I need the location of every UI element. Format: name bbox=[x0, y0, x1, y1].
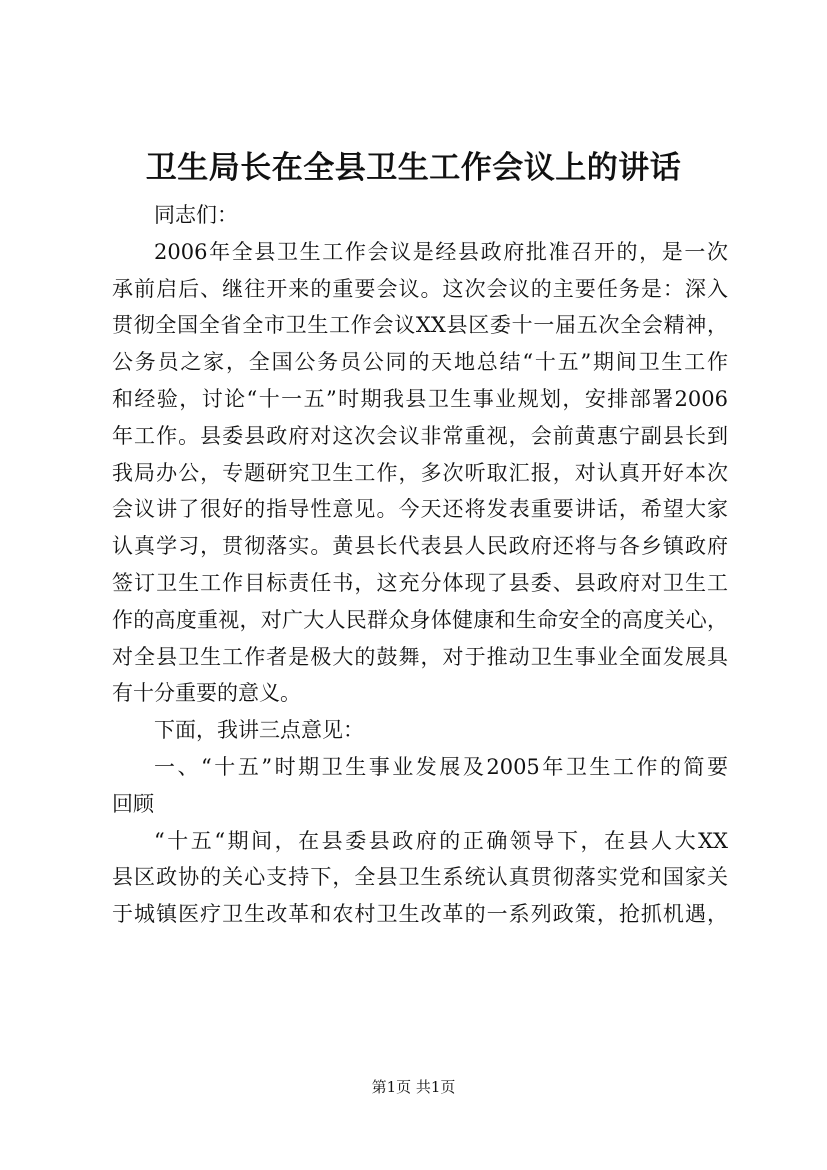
section-heading-1 bbox=[112, 749, 728, 823]
paragraph-line: 和经验，讨论“十一五”时期我县卫生事业规划，安排部署2006 bbox=[112, 386, 728, 411]
heading-line: 回顾 bbox=[112, 791, 154, 816]
salutation: 同志们： bbox=[154, 203, 238, 227]
paragraph-line: 作的高度重视，对广大人民群众身体健康和生命安全的高度关心， bbox=[112, 607, 728, 632]
document-body bbox=[112, 197, 728, 933]
paragraph-line: 贯彻全国全省全市卫生工作会议XX县区委十一届五次全会精神， bbox=[112, 313, 728, 338]
paragraph-line: 有十分重要的意义。 bbox=[112, 681, 301, 706]
paragraph-line: 对全县卫生工作者是极大的鼓舞，对于推动卫生事业全面发展具 bbox=[112, 644, 728, 669]
paragraph-line: 承前启后、继往开来的重要会议。这次会议的主要任务是：深入 bbox=[112, 276, 728, 301]
paragraph-line: 2006年全县卫生工作会议是经县政府批准召开的，是一次 bbox=[154, 239, 728, 264]
paragraph-line: 于城镇医疗卫生改革和农村卫生改革的一系列政策，抢抓机遇， bbox=[112, 902, 728, 927]
paragraph-line: 认真学习，贯彻落实。黄县长代表县人民政府还将与各乡镇政府 bbox=[112, 534, 728, 559]
paragraph-3 bbox=[112, 823, 728, 933]
paragraph-line: 我局办公，专题研究卫生工作，多次听取汇报，对认真开好本次 bbox=[112, 460, 728, 485]
paragraph-line: 公务员之家，全国公务员公同的天地总结“十五”期间卫生工作 bbox=[112, 350, 728, 375]
paragraph-1 bbox=[112, 234, 728, 712]
page-number-footer: 第1页 共1页 bbox=[371, 1078, 456, 1096]
heading-line: 一、“十五”时期卫生事业发展及2005年卫生工作的简要 bbox=[154, 754, 728, 779]
paragraph-line: “十五“期间，在县委县政府的正确领导下，在县人大XX bbox=[154, 828, 728, 853]
document-title: 卫生局长在全县卫生工作会议上的讲话 bbox=[145, 150, 682, 186]
paragraph-line: 年工作。县委县政府对这次会议非常重视，会前黄惠宁副县长到 bbox=[112, 423, 728, 448]
paragraph-2: 下面，我讲三点意见： bbox=[154, 718, 364, 743]
paragraph-line: 县区政协的关心支持下，全县卫生系统认真贯彻落实党和国家关 bbox=[112, 865, 728, 890]
paragraph-line: 签订卫生工作目标责任书，这充分体现了县委、县政府对卫生工 bbox=[112, 570, 728, 595]
paragraph-line: 会议讲了很好的指导性意见。今天还将发表重要讲话，希望大家 bbox=[112, 497, 728, 522]
